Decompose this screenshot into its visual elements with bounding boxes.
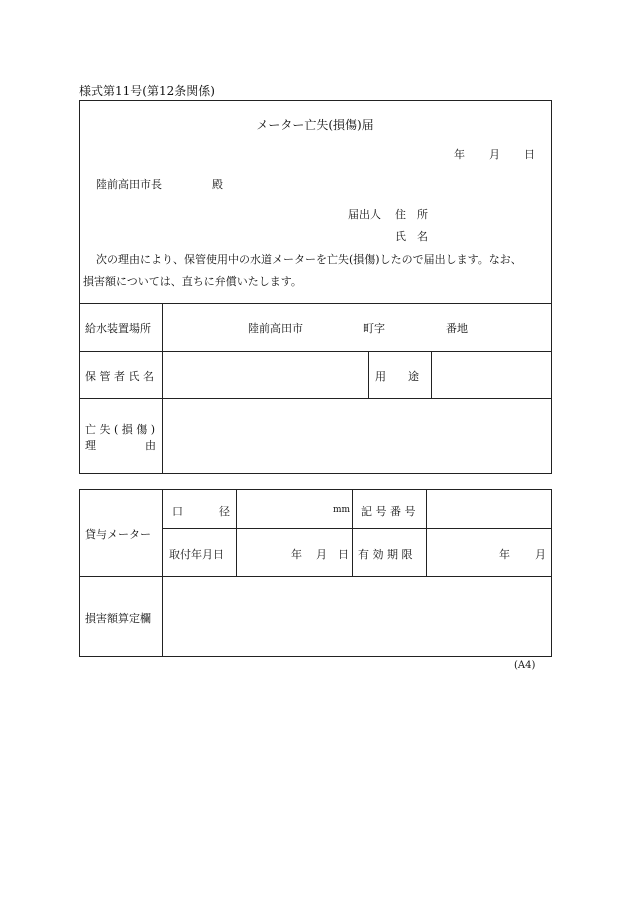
table-column-rule — [368, 351, 369, 398]
table-column-rule — [431, 351, 432, 398]
paper-size: (A4) — [514, 660, 536, 671]
use-label: 用 途 — [375, 370, 419, 383]
install-day: 日 — [338, 548, 349, 561]
table-column-rule — [162, 489, 163, 657]
caliber-unit: mm — [333, 505, 351, 515]
serial-label: 記 号 番 号 — [361, 505, 416, 518]
statement-line-1: 次の理由により、保管使用中の水道メーターを亡失(損傷)したので届出します。なお、 — [96, 253, 522, 266]
table-rule — [162, 528, 552, 529]
applicant-label: 届出人 — [348, 208, 381, 221]
caliber-label-b: 径 — [219, 505, 230, 518]
reason-label-2a: 理 — [85, 439, 96, 452]
statement-line-2: 損害額については、直ちに弁償いたします。 — [83, 275, 302, 288]
damage-label: 損害額算定欄 — [85, 612, 151, 625]
table-column-rule — [162, 303, 163, 474]
date-year-label: 年 — [454, 148, 465, 161]
location-label: 給水装置場所 — [85, 322, 151, 335]
date-day-label: 日 — [524, 148, 535, 161]
applicant-name-label: 氏 名 — [395, 230, 428, 243]
table-rule — [79, 398, 552, 399]
install-month: 月 — [316, 548, 327, 561]
addressee-name: 陸前高田市長 — [96, 178, 162, 191]
location-banchi: 番地 — [446, 322, 468, 335]
location-town: 町字 — [363, 322, 385, 335]
expiry-label: 有 効 期 限 — [358, 548, 413, 561]
caliber-label-a: 口 — [172, 505, 183, 518]
table-column-rule — [426, 489, 427, 576]
install-label: 取付年月日 — [169, 548, 224, 561]
location-city: 陸前高田市 — [248, 322, 303, 335]
table-rule — [79, 351, 552, 352]
date-month-label: 月 — [489, 148, 500, 161]
document-title: メーター亡失(損傷)届 — [256, 118, 374, 132]
applicant-address-label: 住 所 — [395, 208, 428, 221]
expiry-month: 月 — [535, 548, 546, 561]
addressee-honorific: 殿 — [212, 178, 223, 191]
custodian-label: 保 管 者 氏 名 — [85, 370, 154, 383]
table-column-rule — [352, 489, 353, 576]
form-number: 様式第11号(第12条関係) — [79, 84, 215, 98]
table-rule — [79, 576, 552, 577]
meter-label: 貸与メーター — [85, 528, 151, 541]
table-column-rule — [236, 489, 237, 576]
install-year: 年 — [291, 548, 302, 561]
meter-box — [79, 489, 552, 657]
expiry-year: 年 — [499, 548, 510, 561]
table-rule — [79, 303, 552, 304]
reason-label-2b: 由 — [145, 439, 156, 452]
reason-label: 亡 失 ( 損 傷 ) — [85, 423, 156, 436]
